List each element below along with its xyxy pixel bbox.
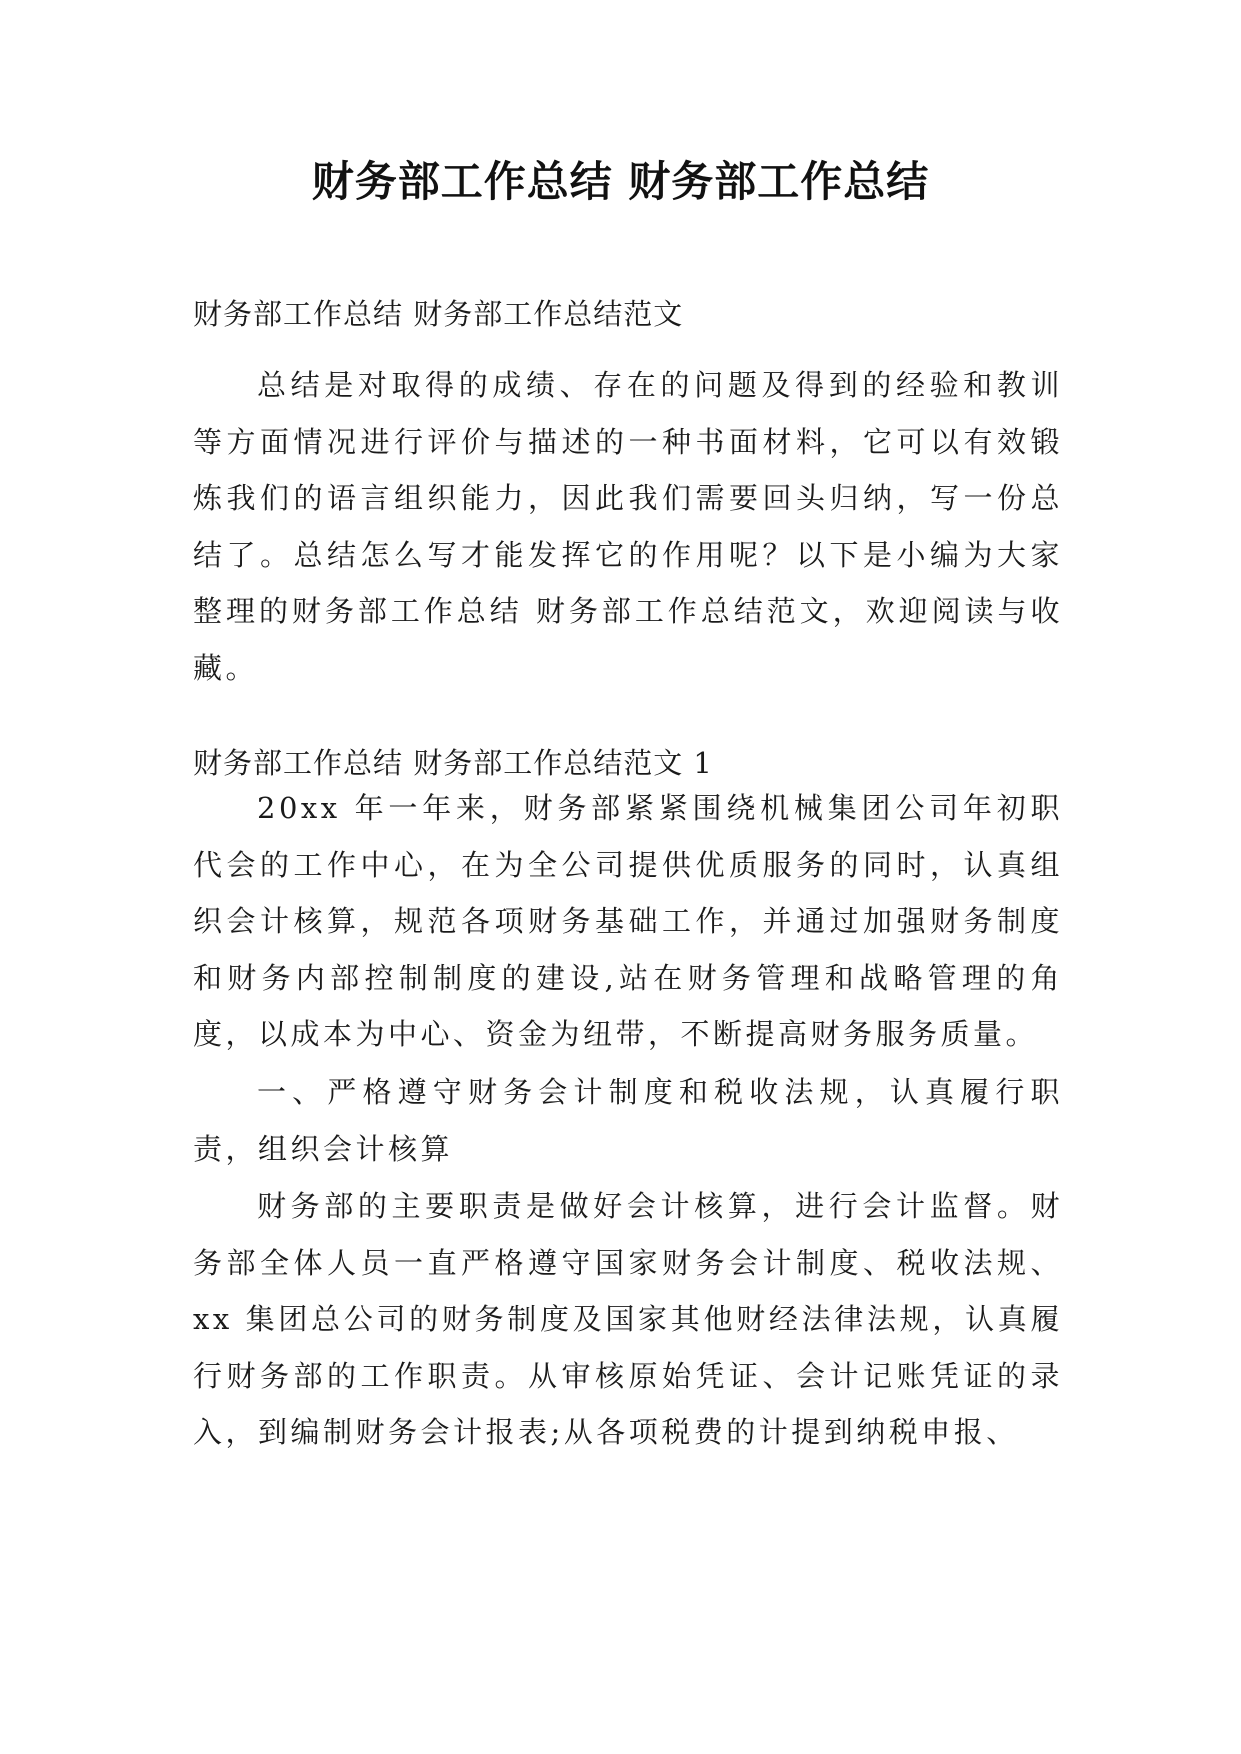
document-subtitle: 财务部工作总结 财务部工作总结范文 <box>193 297 684 331</box>
body-paragraph-3: 财务部的主要职责是做好会计核算，进行会计监督。财务部全体人员一直严格遵守国家财务会计制度、税收法规、xx 集团总公司的财务制度及国家其他财经法律法规，认真履行财务部的工作职责。从审核原始凭证、会计记账凭证的录入，到编制财务会计报表;从各项税费的计提到纳税申报、 <box>193 1189 1063 1449</box>
body-paragraph-2: 一、严格遵守财务会计制度和税收法规，认真履行职责，组织会计核算 <box>193 1075 1063 1166</box>
document-title: 财务部工作总结 财务部工作总结 <box>311 157 930 206</box>
intro-paragraph: 总结是对取得的成绩、存在的问题及得到的经验和教训等方面情况进行评价与描述的一种书面材料，它可以有效锻炼我们的语言组织能力，因此我们需要回头归纳，写一份总结了。总结怎么写才能发挥它的作用呢？以下是小编为大家整理的财务部工作总结 财务部工作总结范文，欢迎阅读与收藏。 <box>193 368 1063 685</box>
body-paragraph-1: 20xx 年一年来，财务部紧紧围绕机械集团公司年初职代会的工作中心，在为全公司提供优质服务的同时，认真组织会计核算，规范各项财务基础工作，并通过加强财务制度和财务内部控制制度的建设,站在财务管理和战略管理的角度，以成本为中心、资金为纽带，不断提高财务服务质量。 <box>193 791 1063 1051</box>
section-heading: 财务部工作总结 财务部工作总结范文 1 <box>193 746 713 780</box>
